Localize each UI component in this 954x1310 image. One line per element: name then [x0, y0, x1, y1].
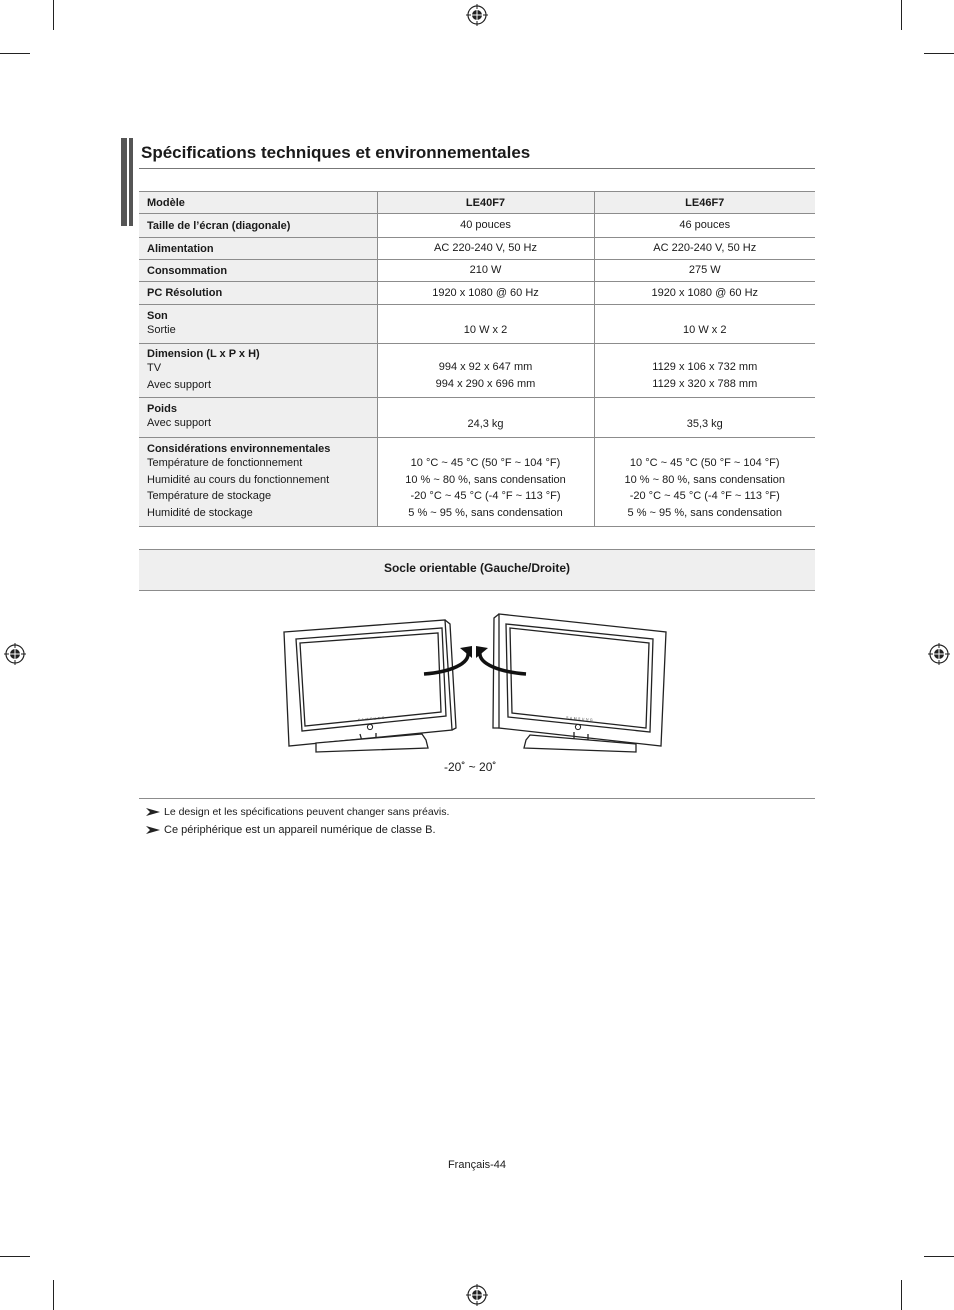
registration-mark-icon [466, 4, 488, 26]
spec-value-col1: 10 °C ~ 45 °C (50 °F ~ 104 °F) 10 % ~ 80 %, sans condensation -20 °C ~ 45 °C (-4 °F ~ 113 °F) 5 % ~ 95 %, sans condensation [377, 438, 594, 527]
spec-value-col2: 10 °C ~ 45 °C (50 °F ~ 104 °F) 10 % ~ 80 %, sans condensation -20 °C ~ 45 °C (-4 °F ~ 113 °F) 5 % ~ 95 %, sans condensation [594, 438, 815, 527]
spec-row-label-cell [139, 398, 377, 438]
tv-left-brand: SAMSUNG [357, 715, 387, 723]
crop-mark [0, 1256, 30, 1257]
spec-value-col1: 210 W [377, 260, 594, 282]
spec-label: Considérations environnementales [147, 443, 331, 455]
page-number: Français-44 [447, 1159, 507, 1171]
registration-mark-icon [466, 1284, 488, 1306]
spec-value-col2: 35,3 kg [594, 398, 815, 438]
spec-row [139, 305, 815, 344]
model-le46f7: LE46F7 [594, 192, 815, 214]
spec-table [139, 191, 815, 527]
title-divider [139, 168, 815, 169]
spec-row-label-cell [139, 438, 377, 527]
registration-mark-icon [4, 643, 26, 665]
spec-value-col1: 24,3 kg [377, 398, 594, 438]
page-title: Spécifications techniques et environnementales [141, 143, 531, 162]
tv-right-brand: SAMSUNG [565, 715, 595, 723]
note-text: Le design et les spécifications peuvent changer sans préavis. [164, 806, 450, 818]
spec-row-label-cell [139, 214, 377, 238]
spec-sublabel: TV [147, 362, 162, 374]
swivel-angle-range: -20˚ ~ 20˚ [444, 760, 497, 774]
spec-row [139, 260, 815, 282]
spec-label: Consommation [147, 264, 228, 277]
spec-label: Alimentation [147, 242, 214, 255]
notes-divider [139, 798, 815, 799]
spec-value-col1: 10 W x 2 [377, 305, 594, 344]
spec-label: Poids [147, 403, 177, 416]
spec-row-label-cell [139, 282, 377, 305]
crop-mark [924, 53, 954, 54]
title-accent-bar [121, 138, 133, 226]
spec-sublabel: Avec support [147, 378, 212, 391]
crop-mark [53, 0, 54, 30]
spec-row [139, 398, 815, 438]
tv-left [284, 620, 456, 752]
spec-row-label-cell [139, 238, 377, 260]
spec-sublabel: Avec support [147, 417, 212, 430]
note-item [146, 806, 449, 818]
note-text: Ce périphérique est un appareil numérique de classe B. [164, 824, 436, 836]
spec-label: PC Résolution [147, 287, 223, 299]
spec-row-label-cell [139, 305, 377, 344]
crop-mark [924, 1256, 954, 1257]
note-arrow-icon [146, 826, 160, 834]
spec-sublabel: Sortie [147, 323, 176, 336]
note-arrow-icon [146, 808, 160, 816]
tv-right [493, 614, 666, 752]
note-item [146, 824, 436, 836]
spec-label: Taille de l’écran (diagonale) [147, 219, 291, 232]
spec-row-label-cell [139, 260, 377, 282]
spec-row [139, 282, 815, 305]
spec-row [139, 344, 815, 398]
crop-mark [901, 0, 902, 30]
spec-value-col2: 10 W x 2 [594, 305, 815, 344]
spec-value-col2: 1129 x 106 x 732 mm 1129 x 320 x 788 mm [594, 344, 815, 398]
spec-value-col1: AC 220-240 V, 50 Hz [377, 238, 594, 260]
spec-sublabel: Température de stockage [147, 490, 272, 502]
spec-row [139, 438, 815, 527]
crop-mark [0, 53, 30, 54]
spec-label: Dimension (L x P x H) [147, 348, 260, 360]
spec-label: Son [147, 309, 168, 322]
spec-value-col2: 275 W [594, 260, 815, 282]
crop-mark [901, 1280, 902, 1310]
spec-value-col1: 40 pouces [377, 214, 594, 238]
spec-value-col1: 994 x 92 x 647 mm 994 x 290 x 696 mm [377, 344, 594, 398]
spec-row [139, 238, 815, 260]
tv-swivel-illustration [280, 606, 670, 756]
spec-row [139, 214, 815, 238]
swivel-section-header [139, 549, 815, 591]
spec-header-row [139, 192, 815, 214]
spec-sublabel: Humidité au cours du fonctionnement [147, 473, 330, 486]
spec-sublabel: Température de fonctionnement [147, 457, 303, 469]
model-le40f7: LE40F7 [377, 192, 594, 214]
model-label: Modèle [139, 192, 377, 214]
spec-value-col2: 1920 x 1080 @ 60 Hz [594, 282, 815, 305]
spec-value-col1: 1920 x 1080 @ 60 Hz [377, 282, 594, 305]
spec-sublabel: Humidité de stockage [147, 506, 253, 519]
spec-value-col2: AC 220-240 V, 50 Hz [594, 238, 815, 260]
crop-mark [53, 1280, 54, 1310]
registration-mark-icon [928, 643, 950, 665]
spec-value-col2: 46 pouces [594, 214, 815, 238]
spec-row-label-cell [139, 344, 377, 398]
swivel-label: Socle orientable (Gauche/Droite) [383, 561, 571, 575]
